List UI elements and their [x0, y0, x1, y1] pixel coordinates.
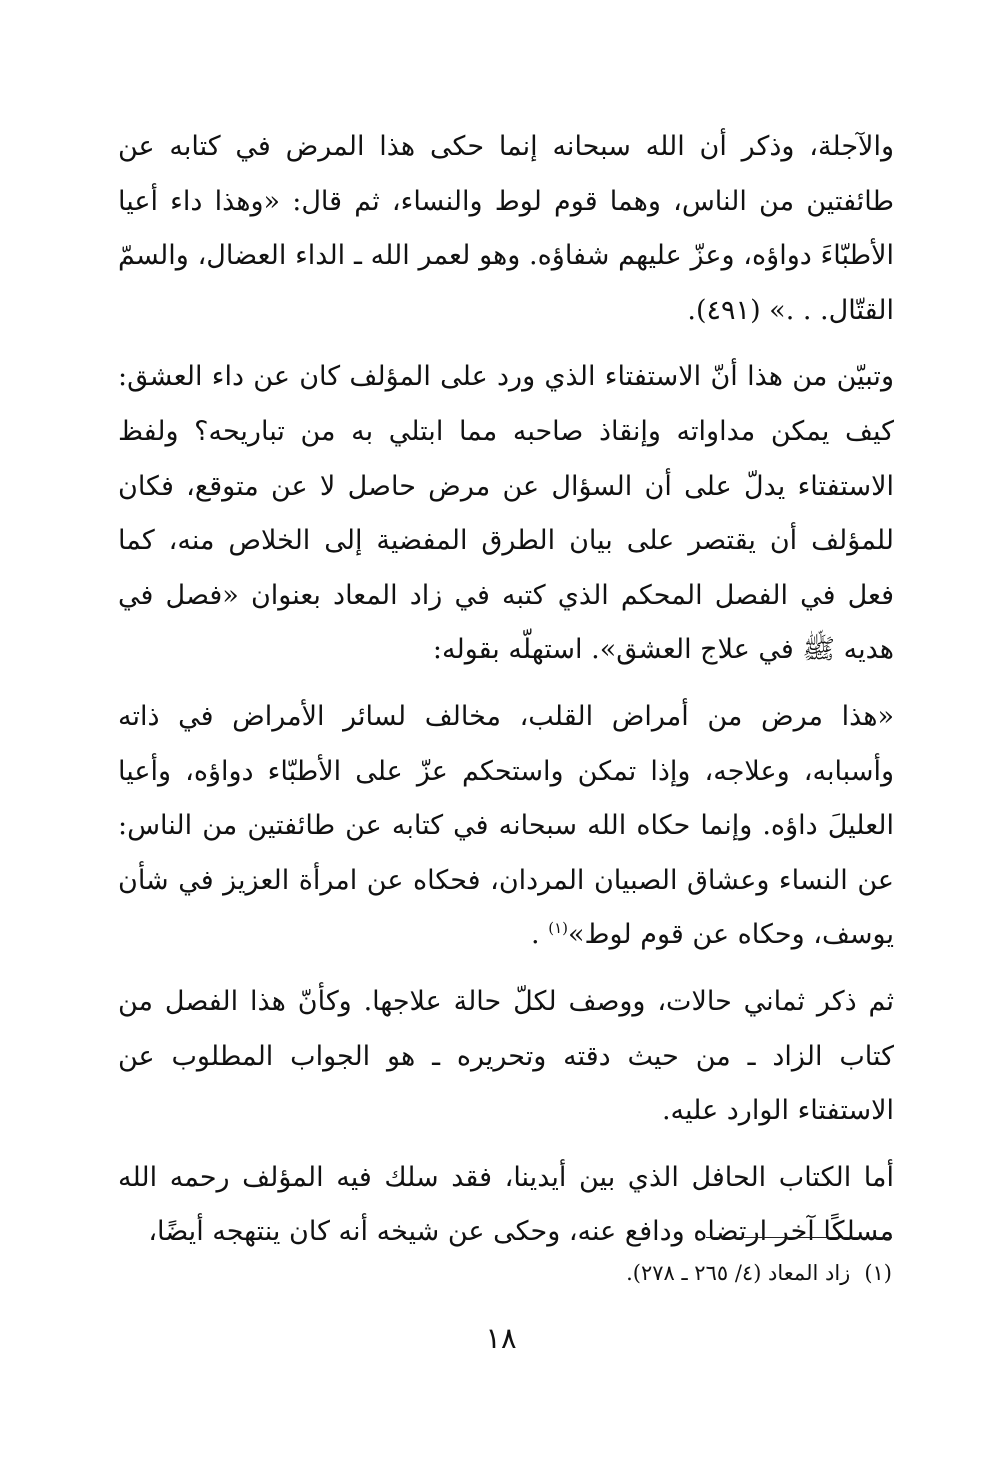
paragraph-2: وتبيّن من هذا أنّ الاستفتاء الذي ورد على المؤلف كان عن داء العشق: كيف يمكن مداواته وإنقاذ صاحبه مما ابتلي به من تباريحه؟ ولفظ الاستفتاء يدلّ على أن السؤال عن مرض حاصل لا عن متوقع، فكان للمؤلف أن يقتصر على بيان الطرق المفضية إلى الخلاص منه، كما فعل في الفصل المحكم الذي كتبه في زاد المعاد بعنوان «فصل في هديه ﷺ في علاج العشق». استهلّه بقوله:: [118, 361, 894, 666]
paragraph-1: والآجلة، وذكر أن الله سبحانه إنما حكى هذا المرض في كتابه عن طائفتين من الناس، وهما قوم لوط والنساء، ثم قال: «وهذا داء أعيا الأطبّاءَ دواؤه، وعزّ عليهم شفاؤه. وهو لعمر الله ـ الداء العضال، والسمّ القتّال. . .» (٤٩١).: [118, 131, 894, 326]
body-text: [118, 120, 894, 1260]
page-number: ١٨: [485, 1321, 517, 1355]
paragraph-5: أما الكتاب الحافل الذي بين أيدينا، فقد سلك فيه المؤلف رحمه الله مسلكًا آخر ارتضاه ودافع عنه، وحكى عن شيخه أنه كان ينتهجه أيضًا،: [118, 1161, 894, 1248]
paragraph-3: [118, 690, 894, 963]
paragraph-3-tail: .: [531, 919, 540, 951]
paragraph-3-text: «هذا مرض من أمراض القلب، مخالف لسائر الأمراض في ذاته وأسبابه، وعلاجه، وإذا تمكن واستحكم عزّ على الأطبّاء دواؤه، وأعيا العليلَ داؤه. وإنما حكاه الله سبحانه في كتابه عن طائفتين من الناس: عن النساء وعشاق الصبيان المردان، فحكاه عن امرأة العزيز في شأن يوسف، وحكاه عن قوم لوط»: [118, 700, 894, 951]
paragraph-4: ثم ذكر ثماني حالات، ووصف لكلّ حالة علاجها. وكأنّ هذا الفصل من كتاب الزاد ـ من حيث دقته وتحريره ـ هو الجواب المطلوب عن الاستفتاء الوارد عليه.: [118, 985, 894, 1127]
footnote-text: زاد المعاد (٤/ ٢٦٥ ـ ٢٧٨).: [626, 1261, 851, 1285]
footnote: [420, 1256, 892, 1290]
footnote-marker: (١): [548, 919, 568, 938]
footnote-divider: [706, 1237, 892, 1238]
footnote-number: (١): [864, 1261, 892, 1285]
